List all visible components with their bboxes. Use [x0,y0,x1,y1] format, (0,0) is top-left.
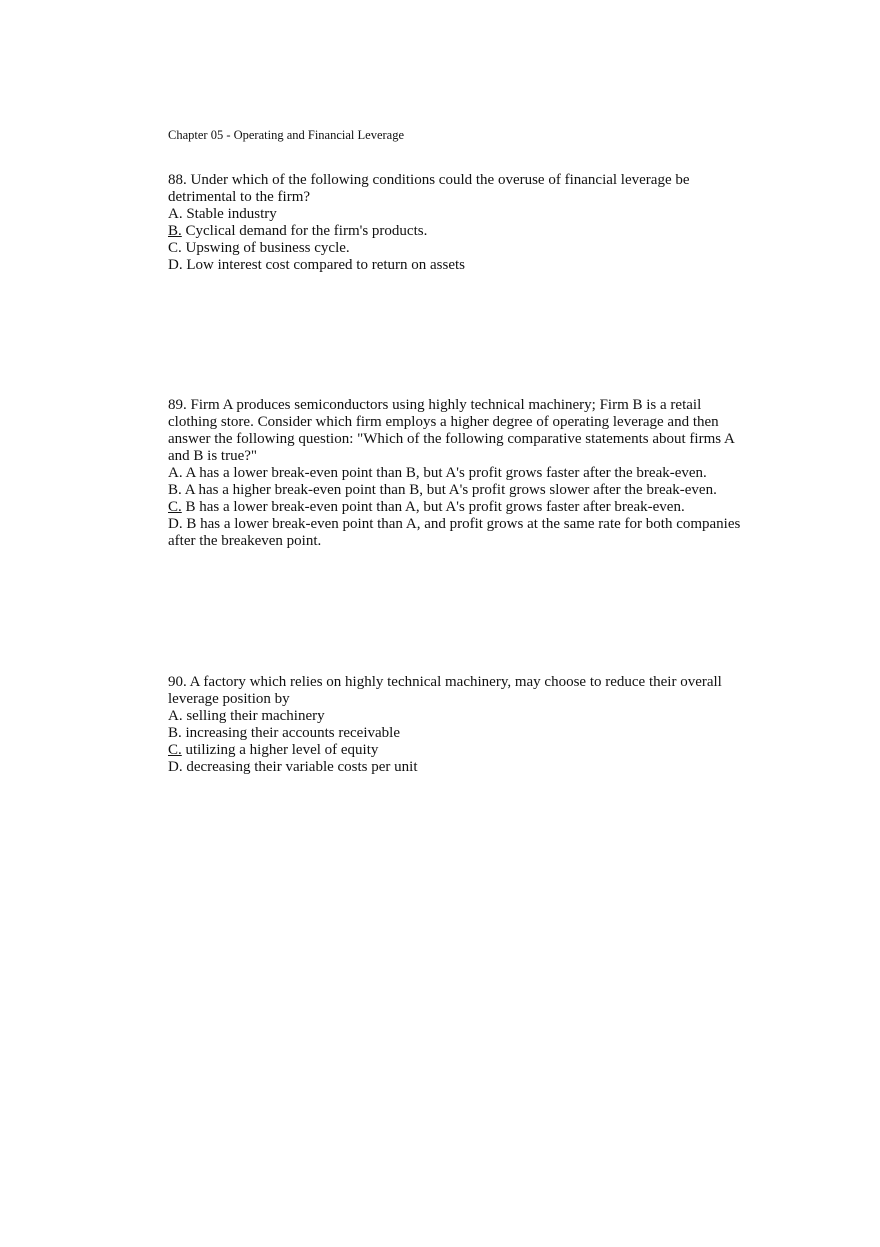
option-d [168,257,750,274]
option-text: Stable industry [182,206,277,222]
option-letter: D. [168,516,183,532]
option-text: decreasing their variable costs per unit [182,759,418,775]
question-89 [168,397,750,550]
option-text: selling their machinery [182,708,325,724]
option-c [168,742,750,759]
question-90 [168,674,750,776]
option-text: A has a higher break-even point than B, but A's profit grows slower after the break-even. [181,482,717,498]
option-text: Cyclical demand for the firm's products. [181,223,428,239]
option-text: B has a lower break-even point than A, but A's profit grows faster after break-even. [181,499,685,515]
option-text: Low interest cost compared to return on assets [182,257,466,273]
option-letter-correct: C. [168,499,182,515]
option-letter: D. [168,257,183,273]
option-text: utilizing a higher level of equity [181,742,379,758]
option-b [168,223,750,240]
option-letter-correct: B. [168,223,182,239]
question-stem: 90. A factory which relies on highly technical machinery, may choose to reduce their overall leverage position by [168,674,722,707]
option-d [168,759,750,776]
question-stem: 89. Firm A produces semiconductors using highly technical machinery; Firm B is a retail clothing store. Consider which firm employs a higher degree of operating leverage and then answer the following question: "Which of the following comparative statements about firms A and B is true?" [168,397,735,464]
option-a [168,206,750,223]
option-letter: A. [168,708,183,724]
option-text: A has a lower break-even point than B, but A's profit grows faster after the break-even. [182,465,707,481]
option-c [168,499,750,516]
option-text: B has a lower break-even point than A, and profit grows at the same rate for both companies after the breakeven point. [168,516,741,549]
option-text: Upswing of business cycle. [181,240,350,256]
option-b [168,725,750,742]
option-b [168,482,750,499]
question-stem: 88. Under which of the following conditions could the overuse of financial leverage be detrimental to the firm? [168,172,690,205]
option-a [168,465,750,482]
chapter-header: Chapter 05 - Operating and Financial Leverage [168,128,405,142]
option-letter-correct: C. [168,742,182,758]
option-letter: C. [168,240,182,256]
option-c [168,240,750,257]
option-letter: D. [168,759,183,775]
option-letter: A. [168,206,183,222]
option-letter: B. [168,482,182,498]
question-88 [168,172,750,274]
option-letter: B. [168,725,182,741]
option-letter: A. [168,465,183,481]
option-text: increasing their accounts receivable [181,725,400,741]
option-d [168,516,750,550]
option-a [168,708,750,725]
